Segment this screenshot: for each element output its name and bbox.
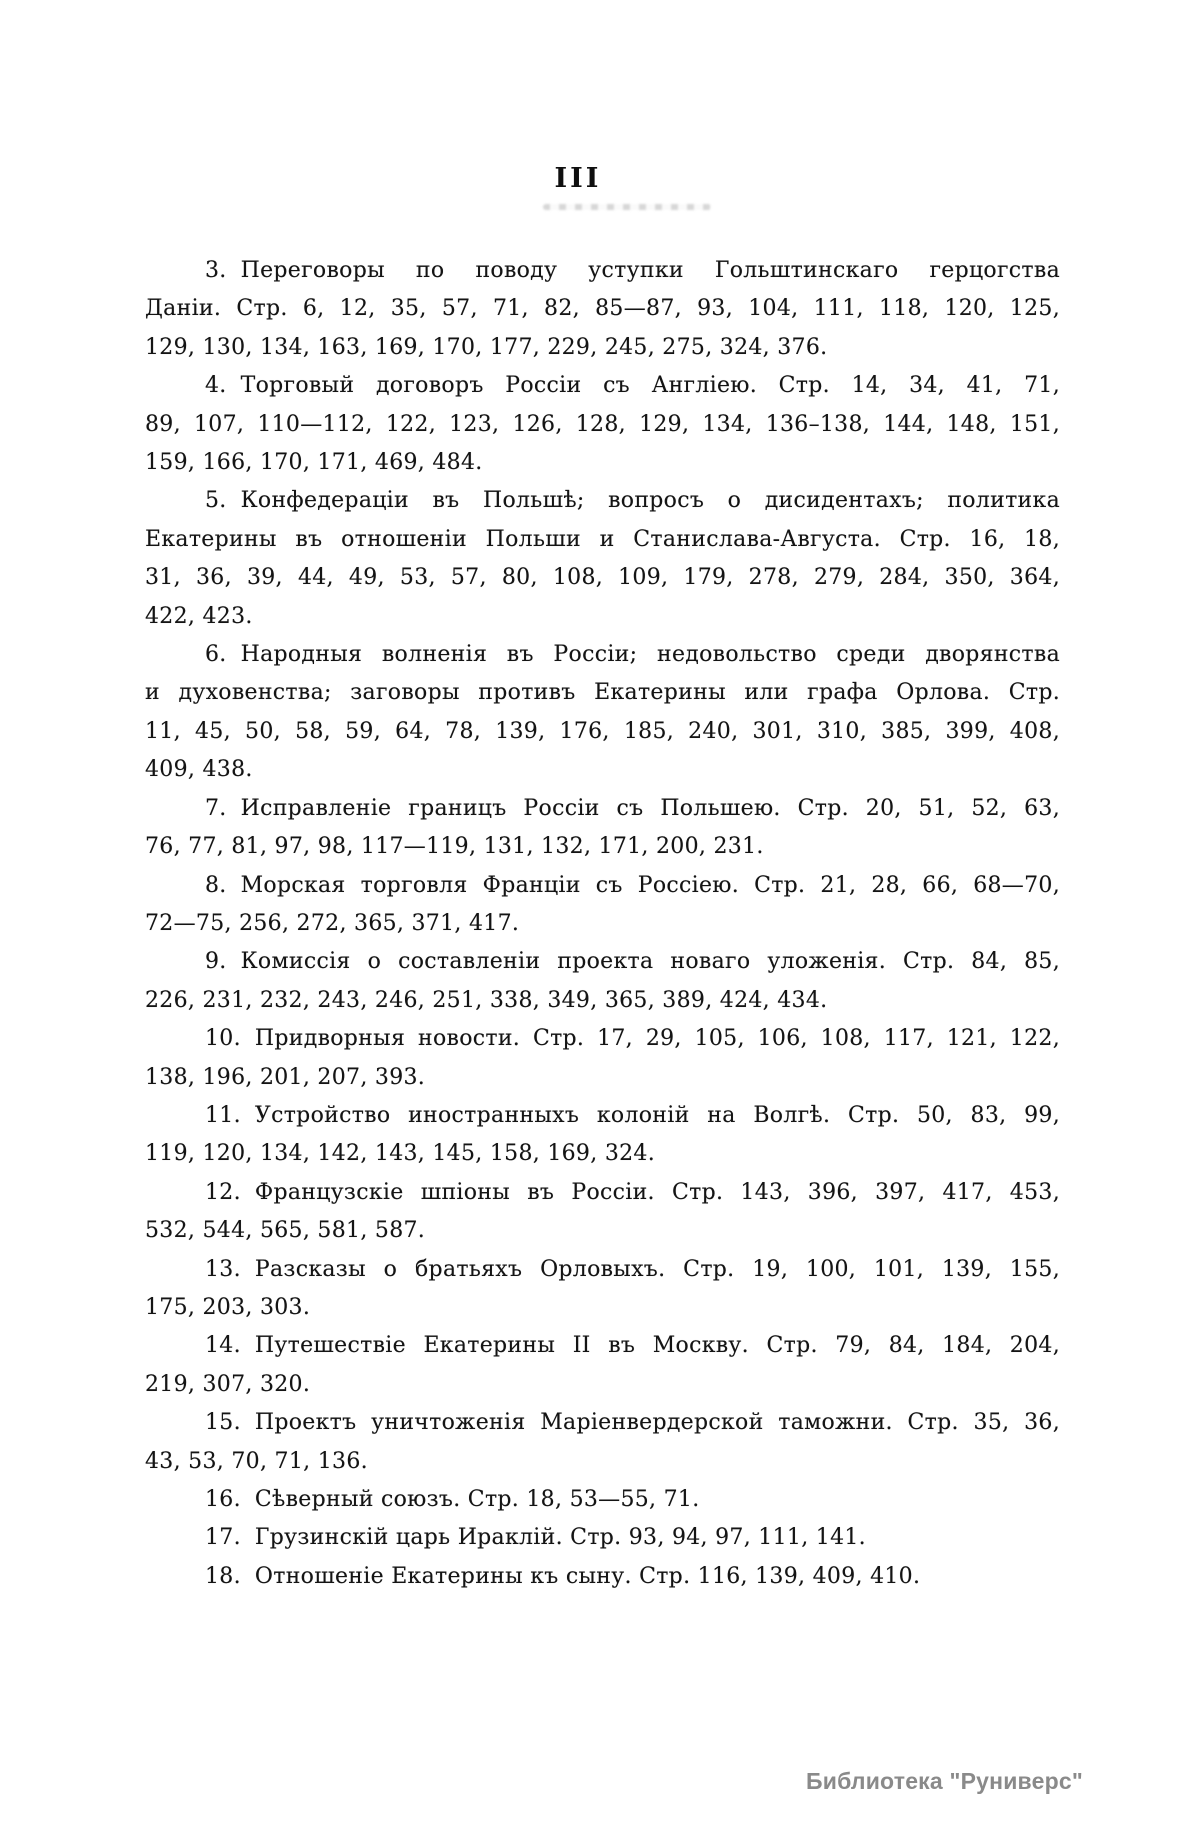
entry-number: 15. bbox=[205, 1410, 241, 1436]
entry-number: 11. bbox=[205, 1102, 241, 1128]
entry-number: 6. bbox=[205, 642, 227, 668]
entry-line: 532, 544, 565, 581, 587. bbox=[145, 1218, 426, 1244]
index-entry bbox=[145, 790, 1060, 867]
entry-line: Екатерины въ отношеніи Польши и Станислава-Августа. Стр. 16, 18, bbox=[145, 526, 1060, 552]
entry-number: 8. bbox=[205, 872, 227, 898]
index-entry bbox=[145, 1327, 1060, 1404]
entry-number: 14. bbox=[205, 1333, 241, 1359]
entry-line: 76, 77, 81, 97, 98, 117—119, 131, 132, 171, 200, 231. bbox=[145, 834, 764, 860]
entry-number: 10. bbox=[205, 1026, 241, 1052]
index-entry bbox=[145, 867, 1060, 944]
entry-line: 10. Придворныя новости. Стр. 17, 29, 105, 106, 108, 117, 121, 122, bbox=[205, 1026, 1060, 1052]
entry-line: 12. Французскіе шпіоны въ Россіи. Стр. 143, 396, 397, 417, 453, bbox=[205, 1179, 1060, 1205]
index-entry bbox=[145, 252, 1060, 367]
entry-line: 18. Отношеніе Екатерины къ сыну. Стр. 116, 139, 409, 410. bbox=[205, 1563, 921, 1589]
entry-line: 31, 36, 39, 44, 49, 53, 57, 80, 108, 109, 179, 278, 279, 284, 350, 364, bbox=[145, 565, 1060, 591]
index-entry bbox=[145, 1020, 1060, 1097]
entry-line: 16. Сѣверный союзъ. Стр. 18, 53—55, 71. bbox=[205, 1487, 700, 1512]
entry-number: 18. bbox=[205, 1563, 241, 1589]
entry-number: 17. bbox=[205, 1525, 241, 1551]
entry-line: 15. Проектъ уничтоженія Маріенвердерской таможни. Стр. 35, 36, bbox=[205, 1410, 1060, 1436]
entry-line: 175, 203, 303. bbox=[145, 1294, 311, 1320]
entry-line: 3. Переговоры по поводу уступки Гольштинскаго герцогства bbox=[205, 258, 1060, 283]
entry-line: 43, 53, 70, 71, 136. bbox=[145, 1448, 368, 1474]
entry-line: 409, 438. bbox=[145, 757, 253, 783]
entry-line: 8. Морская торговля Франціи съ Россіею. Стр. 21, 28, 66, 68—70, bbox=[205, 872, 1060, 898]
entry-line: 11, 45, 50, 58, 59, 64, 78, 139, 176, 185, 240, 301, 310, 385, 399, 408, bbox=[145, 718, 1060, 744]
entry-line: 6. Народныя волненія въ Россіи; недовольство среди дворянства bbox=[205, 642, 1060, 668]
entry-number: 13. bbox=[205, 1256, 241, 1282]
entry-line: 4. Торговый договоръ Россіи съ Англіею. Стр. 14, 34, 41, 71, bbox=[205, 373, 1060, 399]
entry-line: 13. Разсказы о братьяхъ Орловыхъ. Стр. 19, 100, 101, 139, 155, bbox=[205, 1256, 1060, 1282]
index-entry bbox=[145, 1404, 1060, 1481]
library-watermark: Библиотека "Руниверс" bbox=[806, 1768, 1083, 1794]
entry-line: 422, 423. bbox=[145, 603, 253, 629]
index-entry bbox=[145, 1174, 1060, 1251]
ink-bleed-artifact bbox=[543, 204, 711, 210]
index-entry bbox=[145, 1097, 1060, 1174]
entry-line: 219, 307, 320. bbox=[145, 1371, 311, 1397]
page-number-heading: III bbox=[554, 163, 602, 194]
entry-number: 16. bbox=[205, 1487, 241, 1512]
entry-number: 12. bbox=[205, 1179, 241, 1205]
entry-line: 9. Комиссія о составленіи проекта новаго уложенія. Стр. 84, 85, bbox=[205, 949, 1060, 975]
entry-line: 119, 120, 134, 142, 143, 145, 158, 169, 324. bbox=[145, 1141, 656, 1167]
entry-line: 17. Грузинскій царь Ираклій. Стр. 93, 94, 97, 111, 141. bbox=[205, 1525, 866, 1551]
entry-line: 138, 196, 201, 207, 393. bbox=[145, 1064, 426, 1090]
entry-line: Даніи. Стр. 6, 12, 35, 57, 71, 82, 85—87, 93, 104, 111, 118, 120, 125, bbox=[145, 296, 1060, 322]
entry-line: 159, 166, 170, 171, 469, 484. bbox=[145, 450, 483, 476]
entry-number: 7. bbox=[205, 795, 227, 821]
index-entry bbox=[145, 1251, 1060, 1328]
entry-number: 5. bbox=[205, 488, 227, 514]
entry-line: 11. Устройство иностранныхъ колоній на Волгѣ. Стр. 50, 83, 99, bbox=[205, 1102, 1060, 1128]
entry-number: 4. bbox=[205, 373, 227, 399]
index-entry bbox=[145, 482, 1060, 636]
index-entry bbox=[145, 367, 1060, 482]
index-entry bbox=[145, 1481, 1060, 1519]
entry-line: 129, 130, 134, 163, 169, 170, 177, 229, 245, 275, 324, 376. bbox=[145, 334, 828, 360]
entry-line: 5. Конфедераціи въ Польшѣ; вопросъ о дисидентахъ; политика bbox=[205, 488, 1060, 514]
entry-number: 9. bbox=[205, 949, 227, 975]
entry-line: 72—75, 256, 272, 365, 371, 417. bbox=[145, 910, 520, 936]
entry-line: 14. Путешествіе Екатерины II въ Москву. Стр. 79, 84, 184, 204, bbox=[205, 1333, 1060, 1359]
entry-number: 3. bbox=[205, 258, 227, 283]
index-entry bbox=[145, 943, 1060, 1020]
index-entry bbox=[145, 1519, 1060, 1557]
index-list bbox=[145, 252, 1060, 1596]
entry-line: 7. Исправленіе границъ Россіи съ Польшею. Стр. 20, 51, 52, 63, bbox=[205, 795, 1060, 821]
index-entry bbox=[145, 1558, 1060, 1596]
entry-line: 226, 231, 232, 243, 246, 251, 338, 349, 365, 389, 424, 434. bbox=[145, 987, 828, 1013]
entry-line: 89, 107, 110—112, 122, 123, 126, 128, 129, 134, 136–138, 144, 148, 151, bbox=[145, 411, 1060, 437]
index-entry bbox=[145, 636, 1060, 790]
entry-line: и духовенства; заговоры противъ Екатерины или графа Орлова. Стр. bbox=[145, 680, 1060, 706]
